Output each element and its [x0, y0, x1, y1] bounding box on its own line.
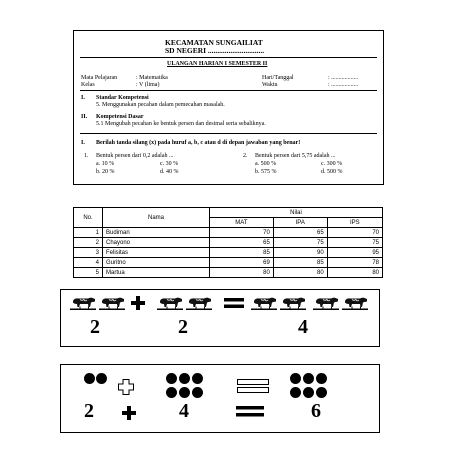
col-header-ips: IPS: [327, 218, 382, 228]
section-1-title: Standar Kompetensi: [96, 95, 149, 101]
dot: [303, 387, 314, 398]
dot: [290, 387, 301, 398]
table-row: [74, 238, 383, 248]
section-2-num: II.: [81, 114, 88, 120]
cell-ips: 70: [327, 228, 382, 238]
cow-icon: [251, 296, 277, 310]
col-header-nilai: Nilai: [210, 208, 383, 218]
cow-icon: [70, 296, 96, 310]
info-divider: [80, 90, 377, 91]
cell-name: Martua: [103, 268, 210, 278]
q1-option-d: d. 40 %: [160, 169, 179, 175]
plus-icon: [122, 406, 136, 420]
cow-left-count: 2: [90, 316, 100, 338]
time-value: : ..................: [328, 82, 359, 88]
cell-mat: 80: [210, 268, 274, 278]
cell-name: Felisitas: [103, 248, 210, 258]
header-divider: [80, 57, 377, 58]
school-title: SD NEGERI ..............................: [165, 46, 265, 55]
dot: [166, 387, 177, 398]
q1-text: Bentuk persen dari 0,2 adalah ...: [96, 153, 174, 159]
dot: [179, 387, 190, 398]
cow-icon: [99, 296, 125, 310]
exam-title: ULANGAN HARIAN I SEMESTER II: [167, 61, 268, 67]
district-title: KECAMATAN SUNGAILIAT: [165, 38, 263, 47]
cow-icon: [186, 296, 212, 310]
cell-ipa: 75: [273, 238, 327, 248]
dot: [192, 373, 203, 384]
section-1-num: I.: [81, 95, 85, 101]
plus-outline-icon: [118, 379, 134, 395]
subject-value: : Matematika: [136, 75, 168, 81]
cow-middle-count: 2: [178, 316, 188, 338]
dot: [84, 373, 95, 384]
dot: [166, 373, 177, 384]
cell-name: Guritno: [103, 258, 210, 268]
equals-icon: [236, 406, 264, 417]
dot: [192, 387, 203, 398]
subject-label: Mata Pelajaran: [81, 75, 118, 81]
cow-icon: [342, 296, 368, 310]
cow-icon: [313, 296, 339, 310]
cell-ips: 95: [327, 248, 382, 258]
plus-icon: [131, 296, 145, 310]
cell-ipa: 90: [273, 248, 327, 258]
dot-counting-box: [60, 364, 380, 433]
day-value: : ..................: [328, 75, 359, 81]
q1-option-b: b. 20 %: [96, 169, 115, 175]
section-2-text: 5.1 Mengubah pecahan ke bentuk persen dan desimal serta sebaliknya.: [96, 121, 266, 127]
dot: [179, 373, 190, 384]
cell-no: 5: [74, 268, 103, 278]
equals-outline-icon: [237, 379, 269, 393]
cell-ipa: 85: [273, 258, 327, 268]
dot-middle-count: 4: [179, 400, 189, 422]
cell-name: Chayono: [103, 238, 210, 248]
day-label: Hari/Tanggal: [262, 75, 294, 81]
cell-ips: 78: [327, 258, 382, 268]
cow-icon: [157, 296, 183, 310]
time-label: Waktu: [262, 82, 278, 88]
q2-text: Bentuk persen dari 5,75 adalah ...: [255, 153, 336, 159]
col-header-ipa: IPA: [273, 218, 327, 228]
cell-no: 2: [74, 238, 103, 248]
q2-option-b: b. 575 %: [255, 169, 277, 175]
table-row: [74, 248, 383, 258]
dot: [96, 373, 107, 384]
q2-option-a: a. 500 %: [255, 161, 277, 167]
section-2-title: Kompetensi Dasar: [96, 114, 144, 120]
dot: [290, 373, 301, 384]
cell-no: 1: [74, 228, 103, 238]
dot-result-count: 6: [311, 400, 321, 422]
cell-mat: 85: [210, 248, 274, 258]
cell-mat: 65: [210, 238, 274, 248]
dot: [316, 373, 327, 384]
cell-ipa: 65: [273, 228, 327, 238]
cell-ips: 75: [327, 238, 382, 248]
table-row: [74, 258, 383, 268]
cow-icon: [280, 296, 306, 310]
cell-no: 4: [74, 258, 103, 268]
cell-ips: 80: [327, 268, 382, 278]
class-value: : V (lima): [136, 82, 160, 88]
cow-result-count: 4: [298, 316, 308, 338]
q1-option-a: a. 10 %: [96, 161, 115, 167]
table-row: [74, 268, 383, 278]
col-header-mat: MAT: [210, 218, 274, 228]
q1-option-c: c. 30 %: [160, 161, 179, 167]
cell-no: 3: [74, 248, 103, 258]
section-1-text: 5. Menggunakan pecahan dalam pemecahan masalah.: [96, 102, 225, 108]
instruction-text: Berilah tanda silang (x) pada huruf a, b, c atau d di depan jawaban yang benar!: [96, 140, 301, 146]
instruction-num: I.: [81, 140, 85, 146]
dot: [316, 387, 327, 398]
dot: [303, 373, 314, 384]
q2-num: 2.: [243, 153, 248, 159]
section-divider: [80, 133, 377, 134]
dot-left-count: 2: [84, 400, 94, 422]
cell-mat: 69: [210, 258, 274, 268]
q2-option-c: c. 300 %: [321, 161, 343, 167]
q1-num: 1.: [84, 153, 89, 159]
table-row: [74, 228, 383, 238]
class-label: Kelas: [81, 82, 95, 88]
score-table: [73, 207, 383, 278]
cell-name: Budiman: [103, 228, 210, 238]
cell-mat: 70: [210, 228, 274, 238]
q2-option-d: d. 500 %: [321, 169, 343, 175]
cell-ipa: 80: [273, 268, 327, 278]
equals-icon: [224, 298, 244, 308]
col-header-name: Nama: [103, 208, 210, 228]
col-header-no: No.: [74, 208, 103, 228]
